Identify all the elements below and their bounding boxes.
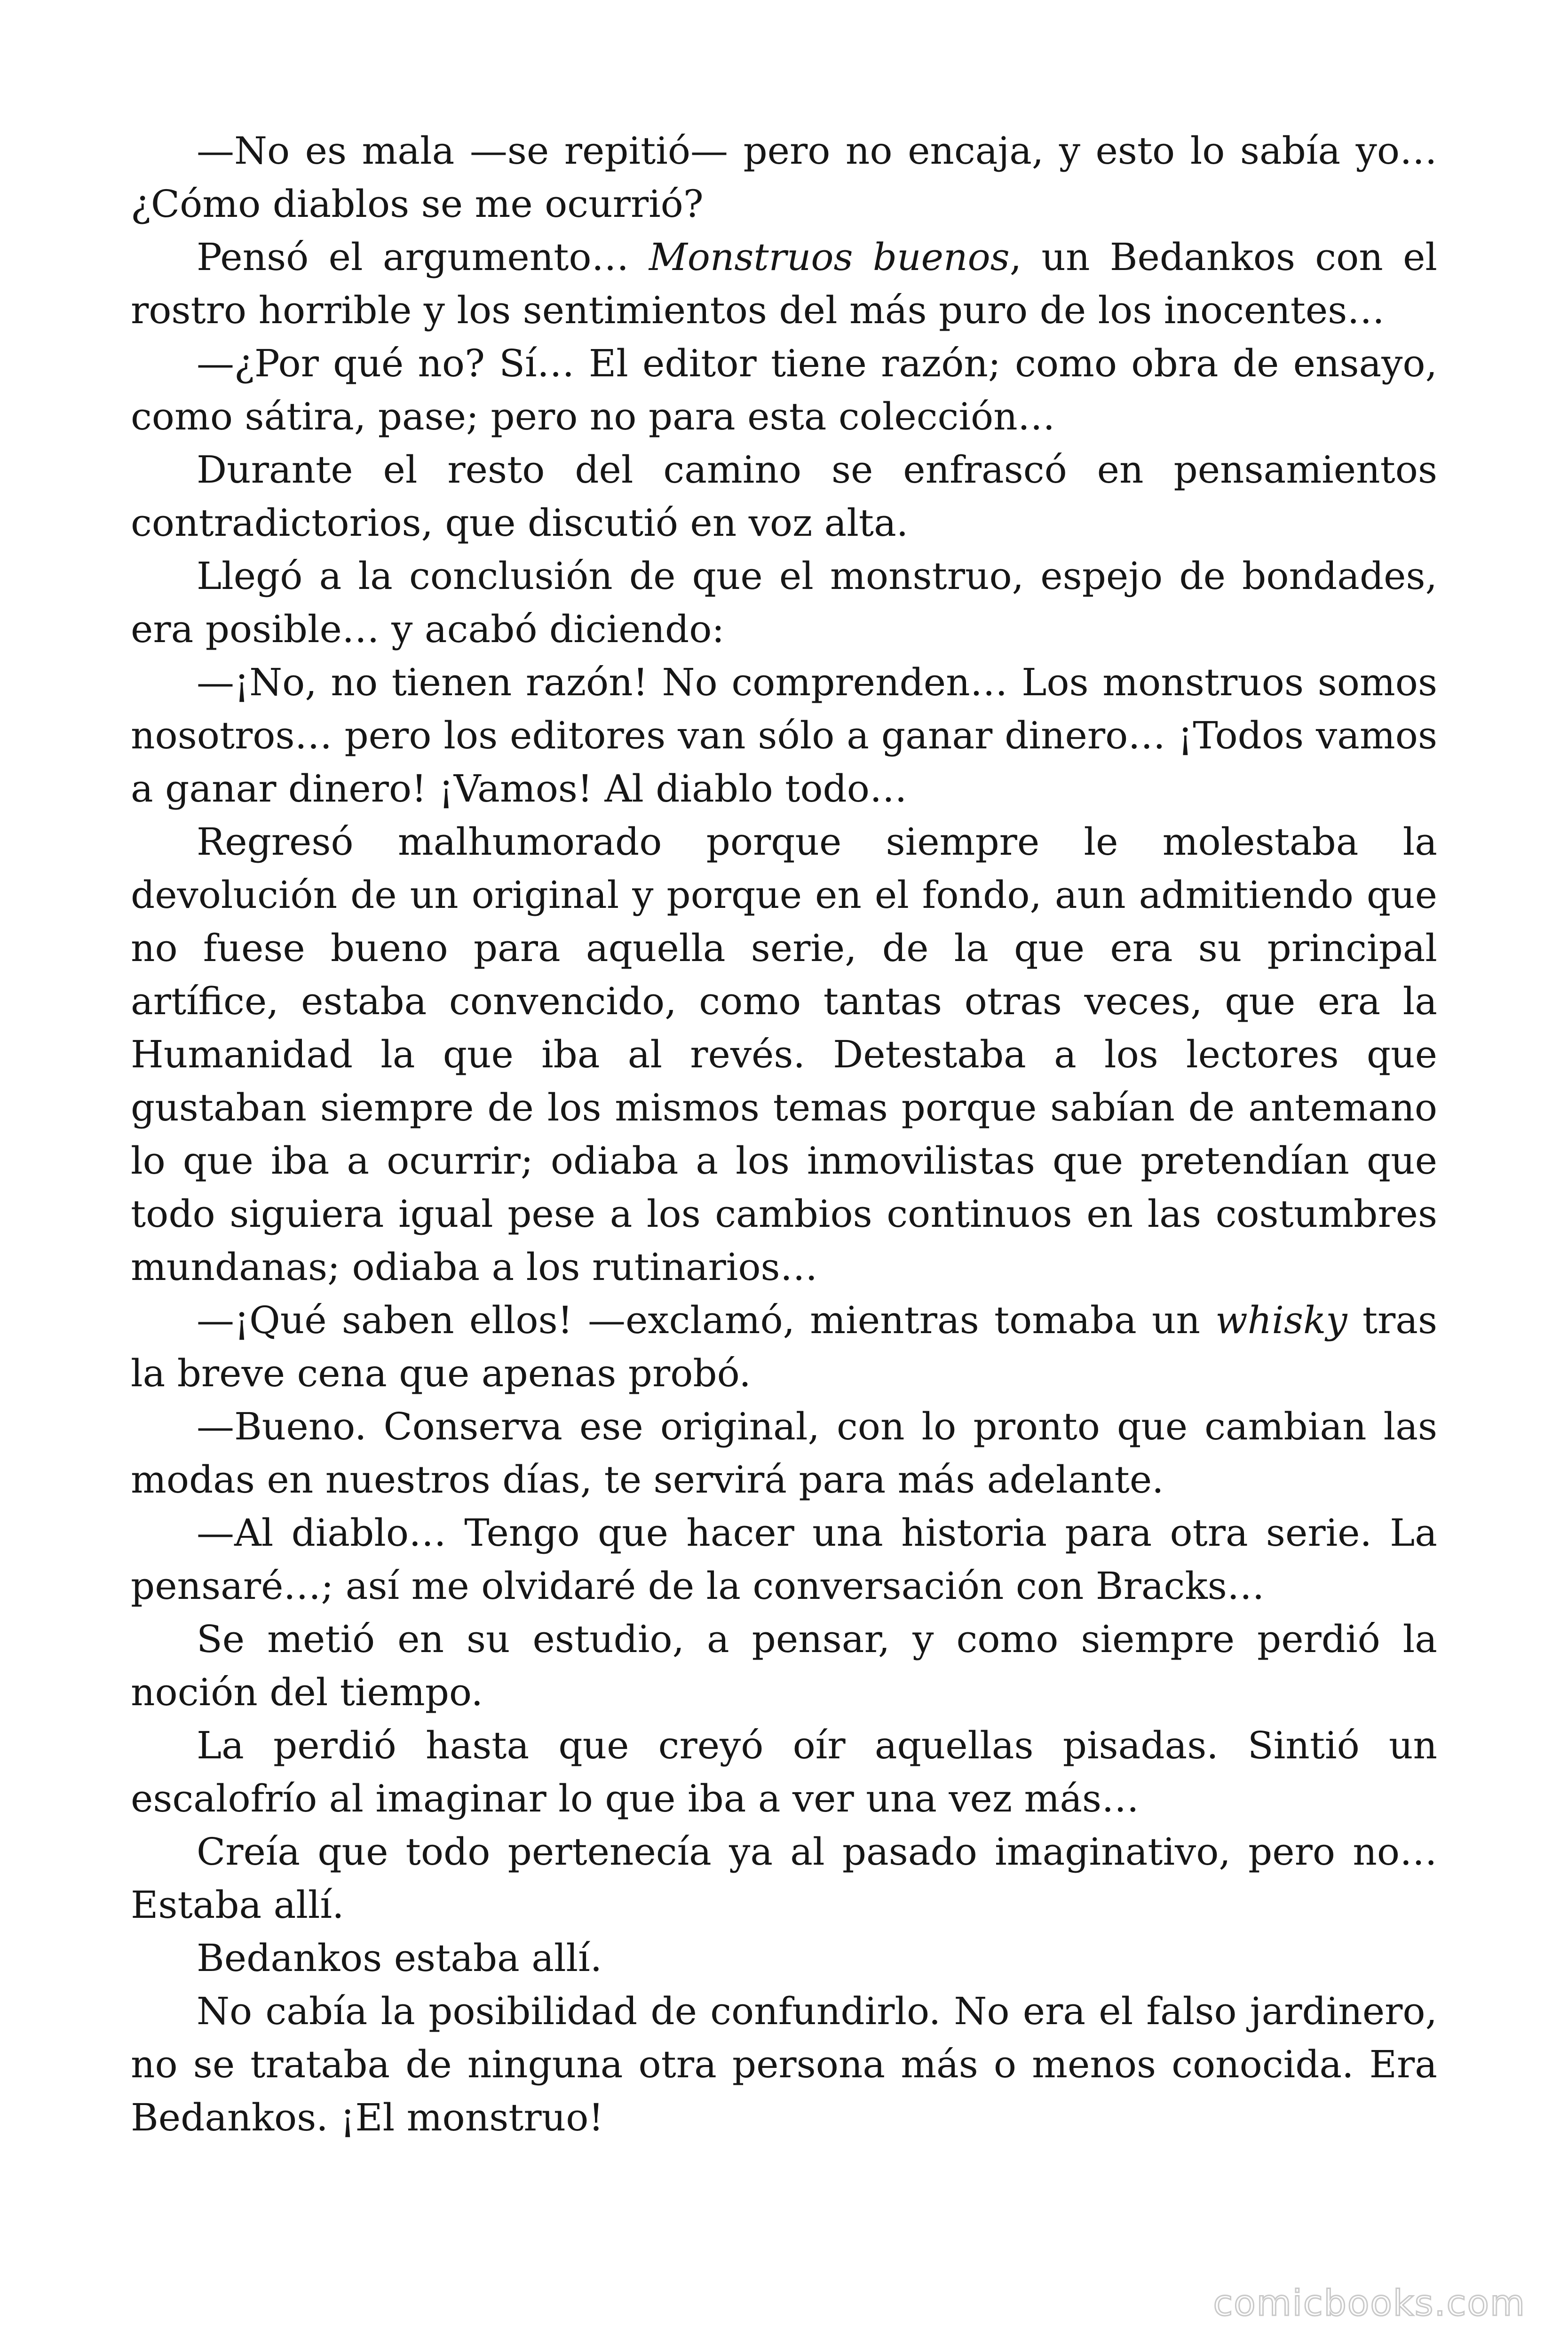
- watermark-logo: comicbooks.com: [1213, 2282, 1526, 2324]
- text-segment: Llegó a la conclusión de que el monstruo, espejo de bondades, era posible… y acabó diciendo:: [131, 554, 1437, 651]
- paragraph: [131, 1931, 1437, 1985]
- paragraph: [131, 1506, 1437, 1613]
- paragraph: [131, 1294, 1437, 1400]
- text-segment: —¡No, no tienen razón! No comprenden… Los monstruos somos nosotros… pero los editores van sólo a ganar dinero… ¡Todos vamos a ganar dinero! ¡Vamos! Al diablo todo…: [131, 660, 1437, 810]
- paragraph: [131, 1985, 1437, 2144]
- text-segment: tras la breve cena que apenas probó.: [131, 1298, 1437, 1395]
- text-segment: No cabía la posibilidad de confundirlo. No era el falso jardinero, no se trataba de ninguna otra persona más o menos conocida. Era Bedankos. ¡El monstruo!: [131, 1989, 1437, 2139]
- paragraph: [131, 1825, 1437, 1931]
- text-segment: Se metió en su estudio, a pensar, y como siempre perdió la noción del tiempo.: [131, 1617, 1437, 1714]
- text-segment: Creía que todo pertenecía ya al pasado imaginativo, pero no… Estaba allí.: [131, 1830, 1437, 1927]
- paragraph: [131, 549, 1437, 656]
- text-segment: —¡Qué saben ellos! —exclamó, mientras tomaba un: [197, 1298, 1216, 1342]
- paragraph: [131, 1400, 1437, 1506]
- paragraph: [131, 230, 1437, 337]
- paragraph: [131, 656, 1437, 815]
- paragraph: [131, 815, 1437, 1294]
- text-segment: Bedankos estaba allí.: [197, 1936, 602, 1980]
- text-segment: —Bueno. Conserva ese original, con lo pronto que cambian las modas en nuestros días, te servirá para más adelante.: [131, 1405, 1437, 1502]
- text-segment: —No es mala —se repitió— pero no encaja, y esto lo sabía yo… ¿Cómo diablos se me ocurrió?: [131, 129, 1437, 226]
- paragraph: [131, 443, 1437, 549]
- page-body: [131, 124, 1437, 2144]
- italic-text: Monstruos buenos: [649, 235, 1010, 279]
- paragraph: [131, 337, 1437, 443]
- paragraph: [131, 1613, 1437, 1719]
- text-segment: —¿Por qué no? Sí… El editor tiene razón; como obra de ensayo, como sátira, pase; pero no para esta colección…: [131, 342, 1437, 438]
- paragraph: [131, 1719, 1437, 1825]
- paragraph: [131, 124, 1437, 230]
- text-segment: —Al diablo… Tengo que hacer una historia para otra serie. La pensaré…; así me olvidaré de la conversación con Bracks…: [131, 1511, 1437, 1608]
- text-segment: La perdió hasta que creyó oír aquellas pisadas. Sintió un escalofrío al imaginar lo que iba a ver una vez más…: [131, 1724, 1437, 1820]
- text-segment: Regresó malhumorado porque siempre le molestaba la devolución de un original y porque en el fondo, aun admitiendo que no fuese bueno para aquella serie, de la que era su principal artífice, estaba convencido, como tantas otras veces, que era la Humanidad la que iba al revés. Detestaba a los lectores que gustaban siempre de los mismos temas porque sabían de antemano lo que iba a ocurrir; odiaba a los inmovilistas que pretendían que todo siguiera igual pese a los cambios continuos en las costumbres mundanas; odiaba a los rutinarios…: [131, 820, 1437, 1289]
- text-segment: Durante el resto del camino se enfrascó en pensamientos contradictorios, que discutió en voz alta.: [131, 448, 1437, 545]
- text-segment: , un Bedankos con el rostro horrible y los sentimientos del más puro de los inocentes…: [131, 235, 1438, 332]
- italic-text: whisky: [1215, 1298, 1347, 1342]
- text-segment: Pensó el argumento…: [197, 235, 649, 279]
